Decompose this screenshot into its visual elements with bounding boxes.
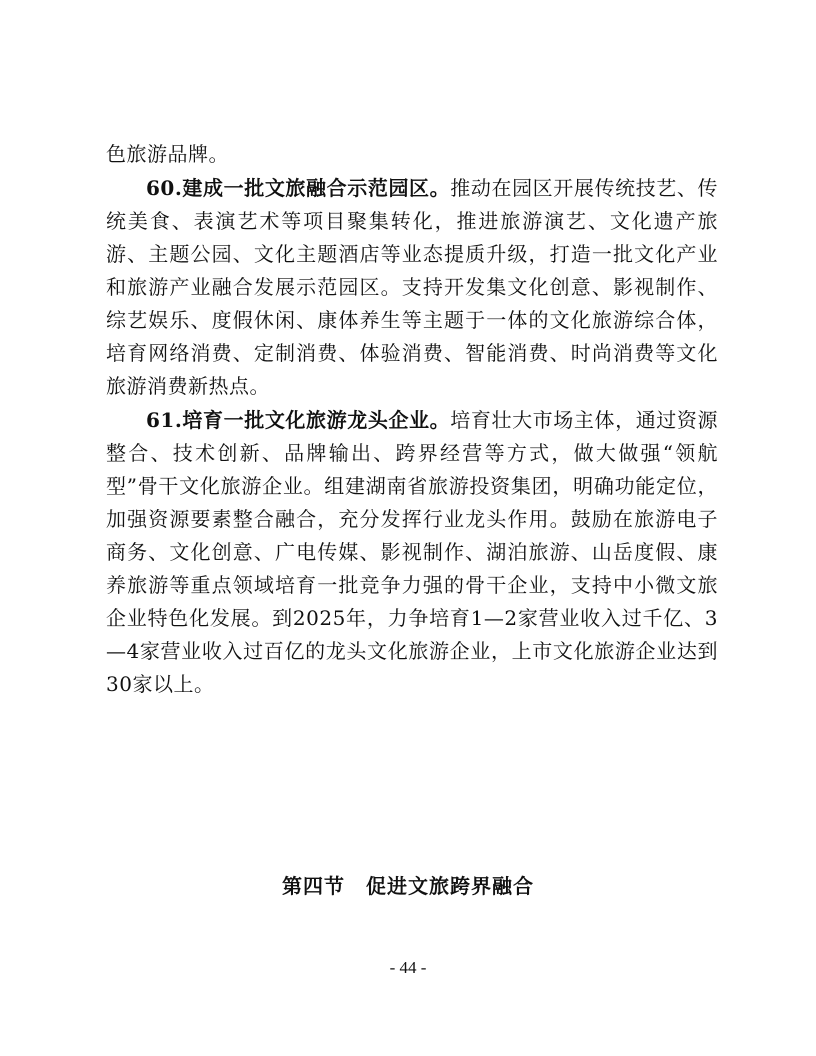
section-heading: 第四节 促进文旅跨界融合	[282, 874, 534, 898]
paragraph-body: 推动在园区开展传统技艺、传统美食、表演艺术等项目聚集转化，推进旅游演艺、文化遗产旅游、主题公园、文化主题酒店等业态提质升级，打造一批文化产业和旅游产业融合发展示范园区。支持开发集文化创意、影视制作、综艺娱乐、度假休闲、康体养生等主题于一体的文化旅游综合体，培育网络消费、定制消费、体验消费、智能消费、时尚消费等文化旅游消费新热点。	[106, 176, 719, 398]
paragraph-body: 色旅游品牌。	[106, 142, 229, 166]
paragraph-item-60	[106, 172, 718, 403]
body-text	[106, 138, 718, 701]
paragraph-continuation	[106, 138, 718, 171]
paragraph-lead: 60.建成一批文旅融合示范园区。	[146, 176, 451, 200]
paragraph-lead: 61.培育一批文化旅游龙头企业。	[146, 408, 451, 432]
paragraph-item-61	[106, 404, 718, 701]
page-number: - 44 -	[389, 958, 427, 977]
paragraph-body: 培育壮大市场主体，通过资源整合、技术创新、品牌输出、跨界经营等方式，做大做强“领航型”骨干文化旅游企业。组建湖南省旅游投资集团，明确功能定位，加强资源要素整合融合，充分发挥行业龙头作用。鼓励在旅游电子商务、文化创意、广电传媒、影视制作、湖泊旅游、山岳度假、康养旅游等重点领域培育一批竞争力强的骨干企业，支持中小微文旅企业特色化发展。到2025年，力争培育1—2家营业收入过千亿、3—4家营业收入过百亿的龙头文化旅游企业，上市文化旅游企业达到30家以上。	[106, 408, 719, 696]
